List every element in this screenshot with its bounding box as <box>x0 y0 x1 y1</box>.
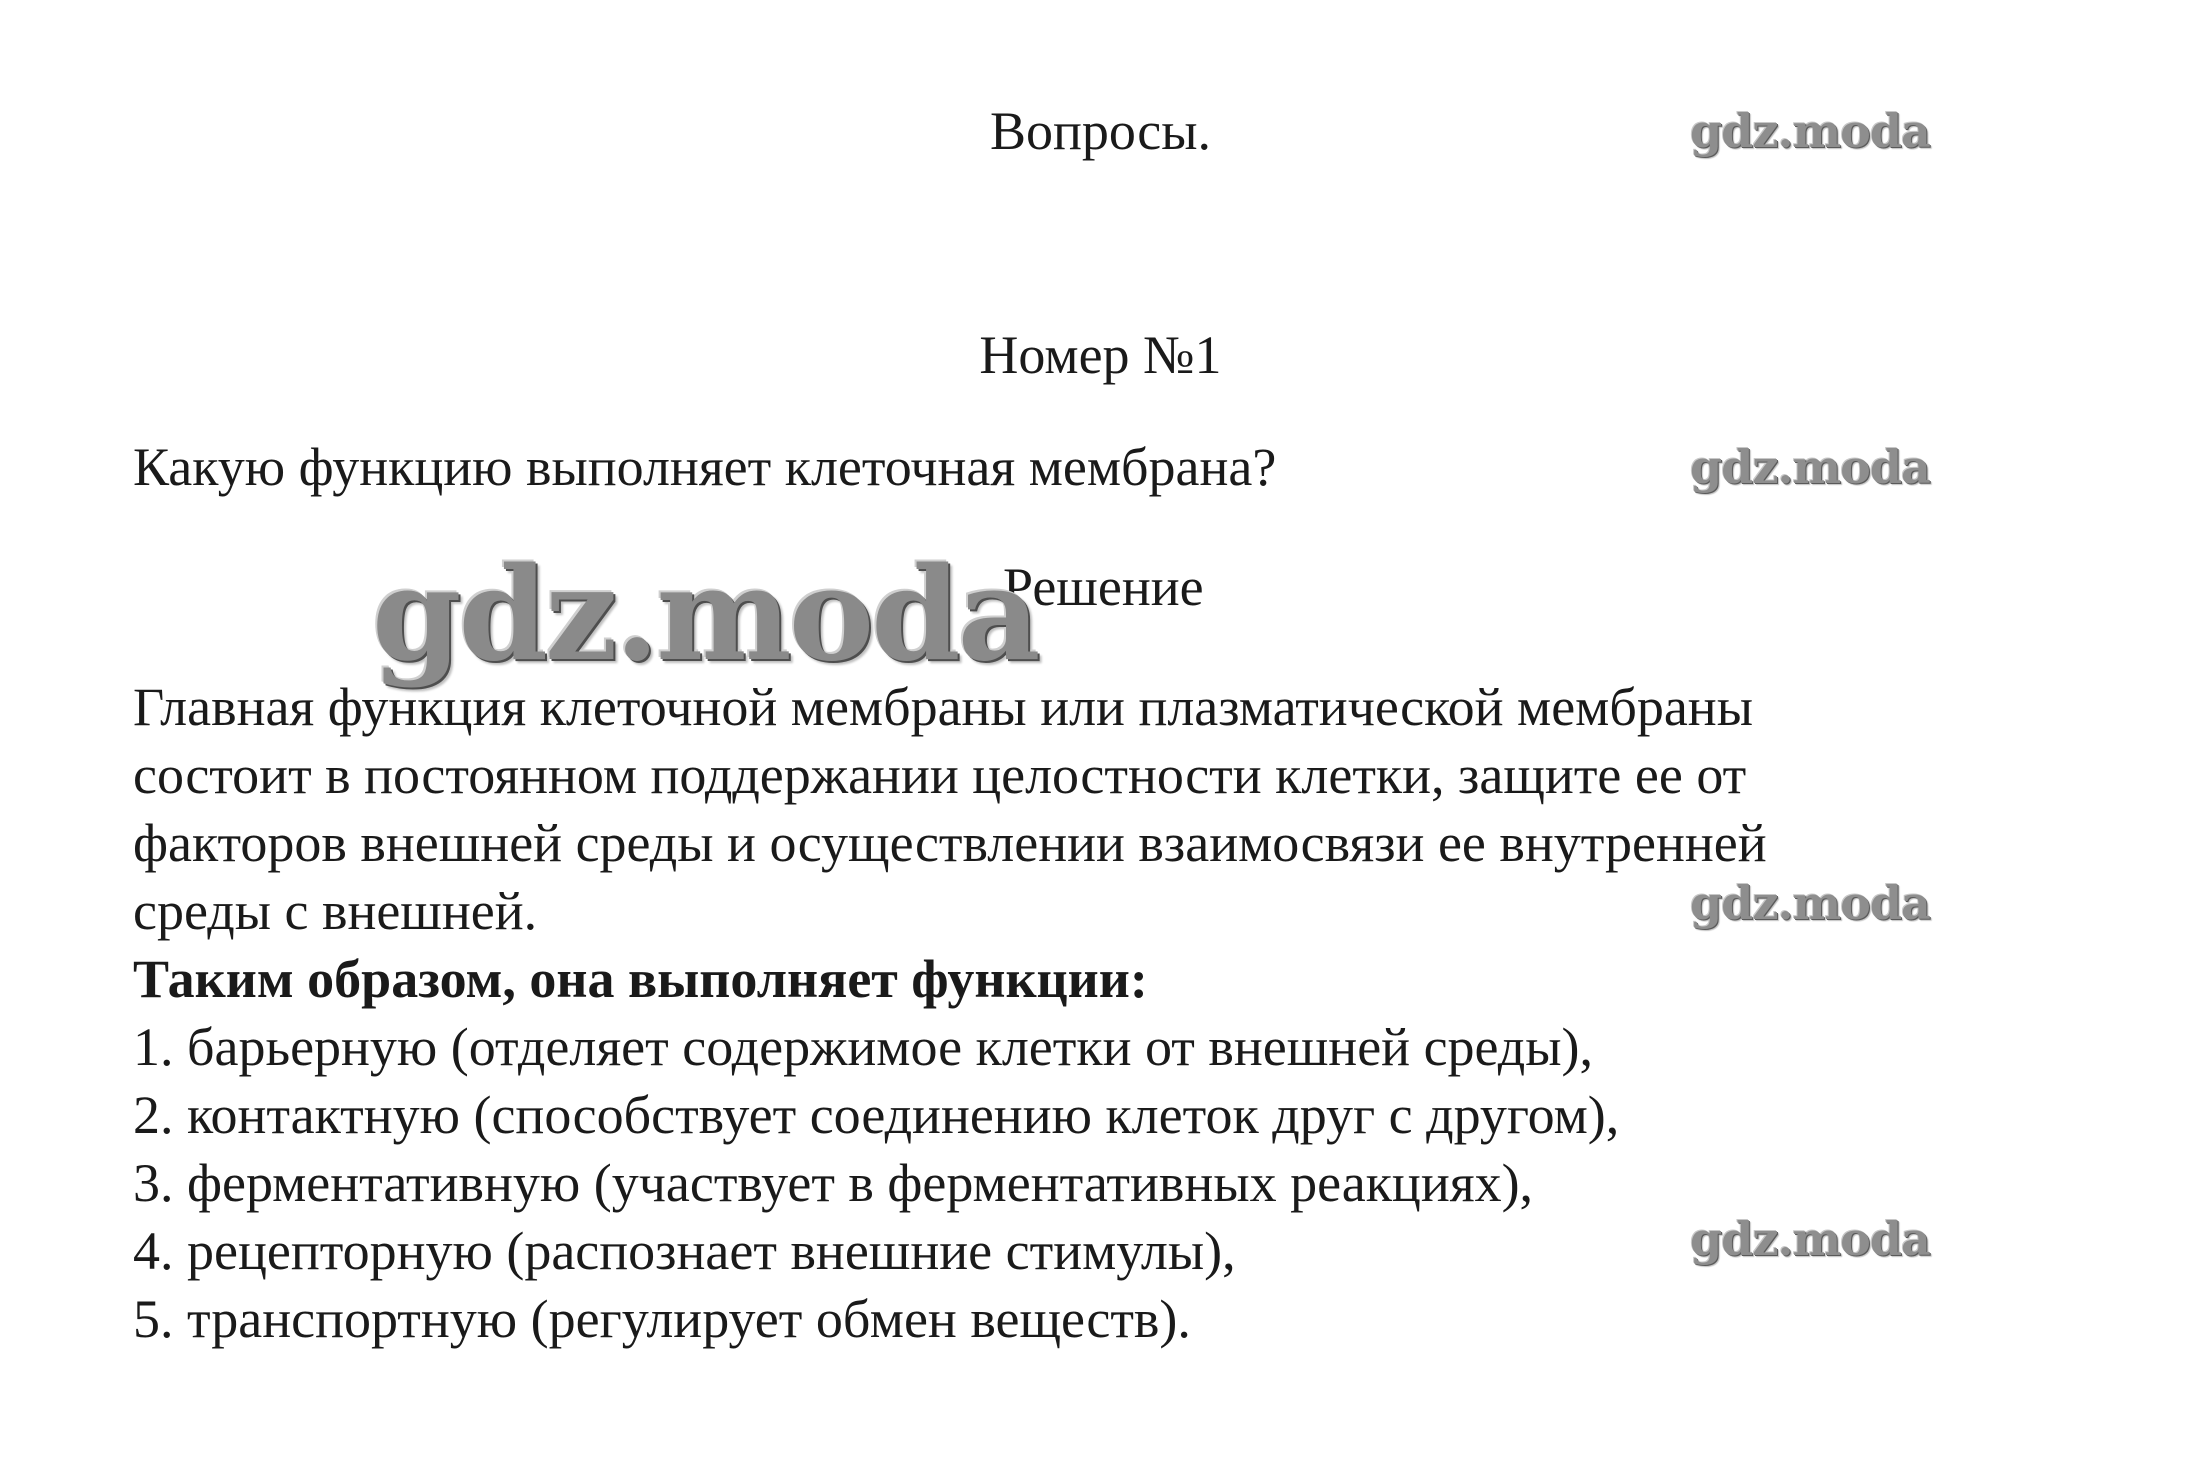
solution-label: Решение <box>1003 557 1204 617</box>
function-item: 3. ферментативную (участвует в ферментативных реакциях), <box>133 1153 1534 1213</box>
function-item: 4. рецепторную (распознает внешние стимулы), <box>133 1221 1236 1281</box>
answer-line: факторов внешней среды и осуществлении взаимосвязи ее внутренней <box>133 813 1767 873</box>
watermark-logo: gdz.moda <box>1690 104 1930 158</box>
answer-line: среды с внешней. <box>133 881 538 941</box>
watermark-logo-large: gdz.moda <box>372 540 1038 690</box>
watermark-logo: gdz.moda <box>1690 440 1930 494</box>
question-text: Какую функцию выполняет клеточная мембрана? <box>133 437 1277 497</box>
answer-line: состоит в постоянном поддержании целостности клетки, защите ее от <box>133 745 1747 805</box>
task-number: Номер №1 <box>979 325 1222 385</box>
answer-line: Главная функция клеточной мембраны или плазматической мембраны <box>133 677 1753 737</box>
function-item: 1. барьерную (отделяет содержимое клетки от внешней среды), <box>133 1017 1594 1077</box>
page-title: Вопросы. <box>989 101 1211 161</box>
watermark-logo: gdz.moda <box>1690 876 1930 930</box>
summary-heading: Таким образом, она выполняет функции: <box>133 949 1148 1009</box>
watermark-logo: gdz.moda <box>1690 1212 1930 1266</box>
function-item: 5. транспортную (регулирует обмен веществ). <box>133 1289 1191 1349</box>
function-item: 2. контактную (способствует соединению клеток друг с другом), <box>133 1085 1620 1145</box>
